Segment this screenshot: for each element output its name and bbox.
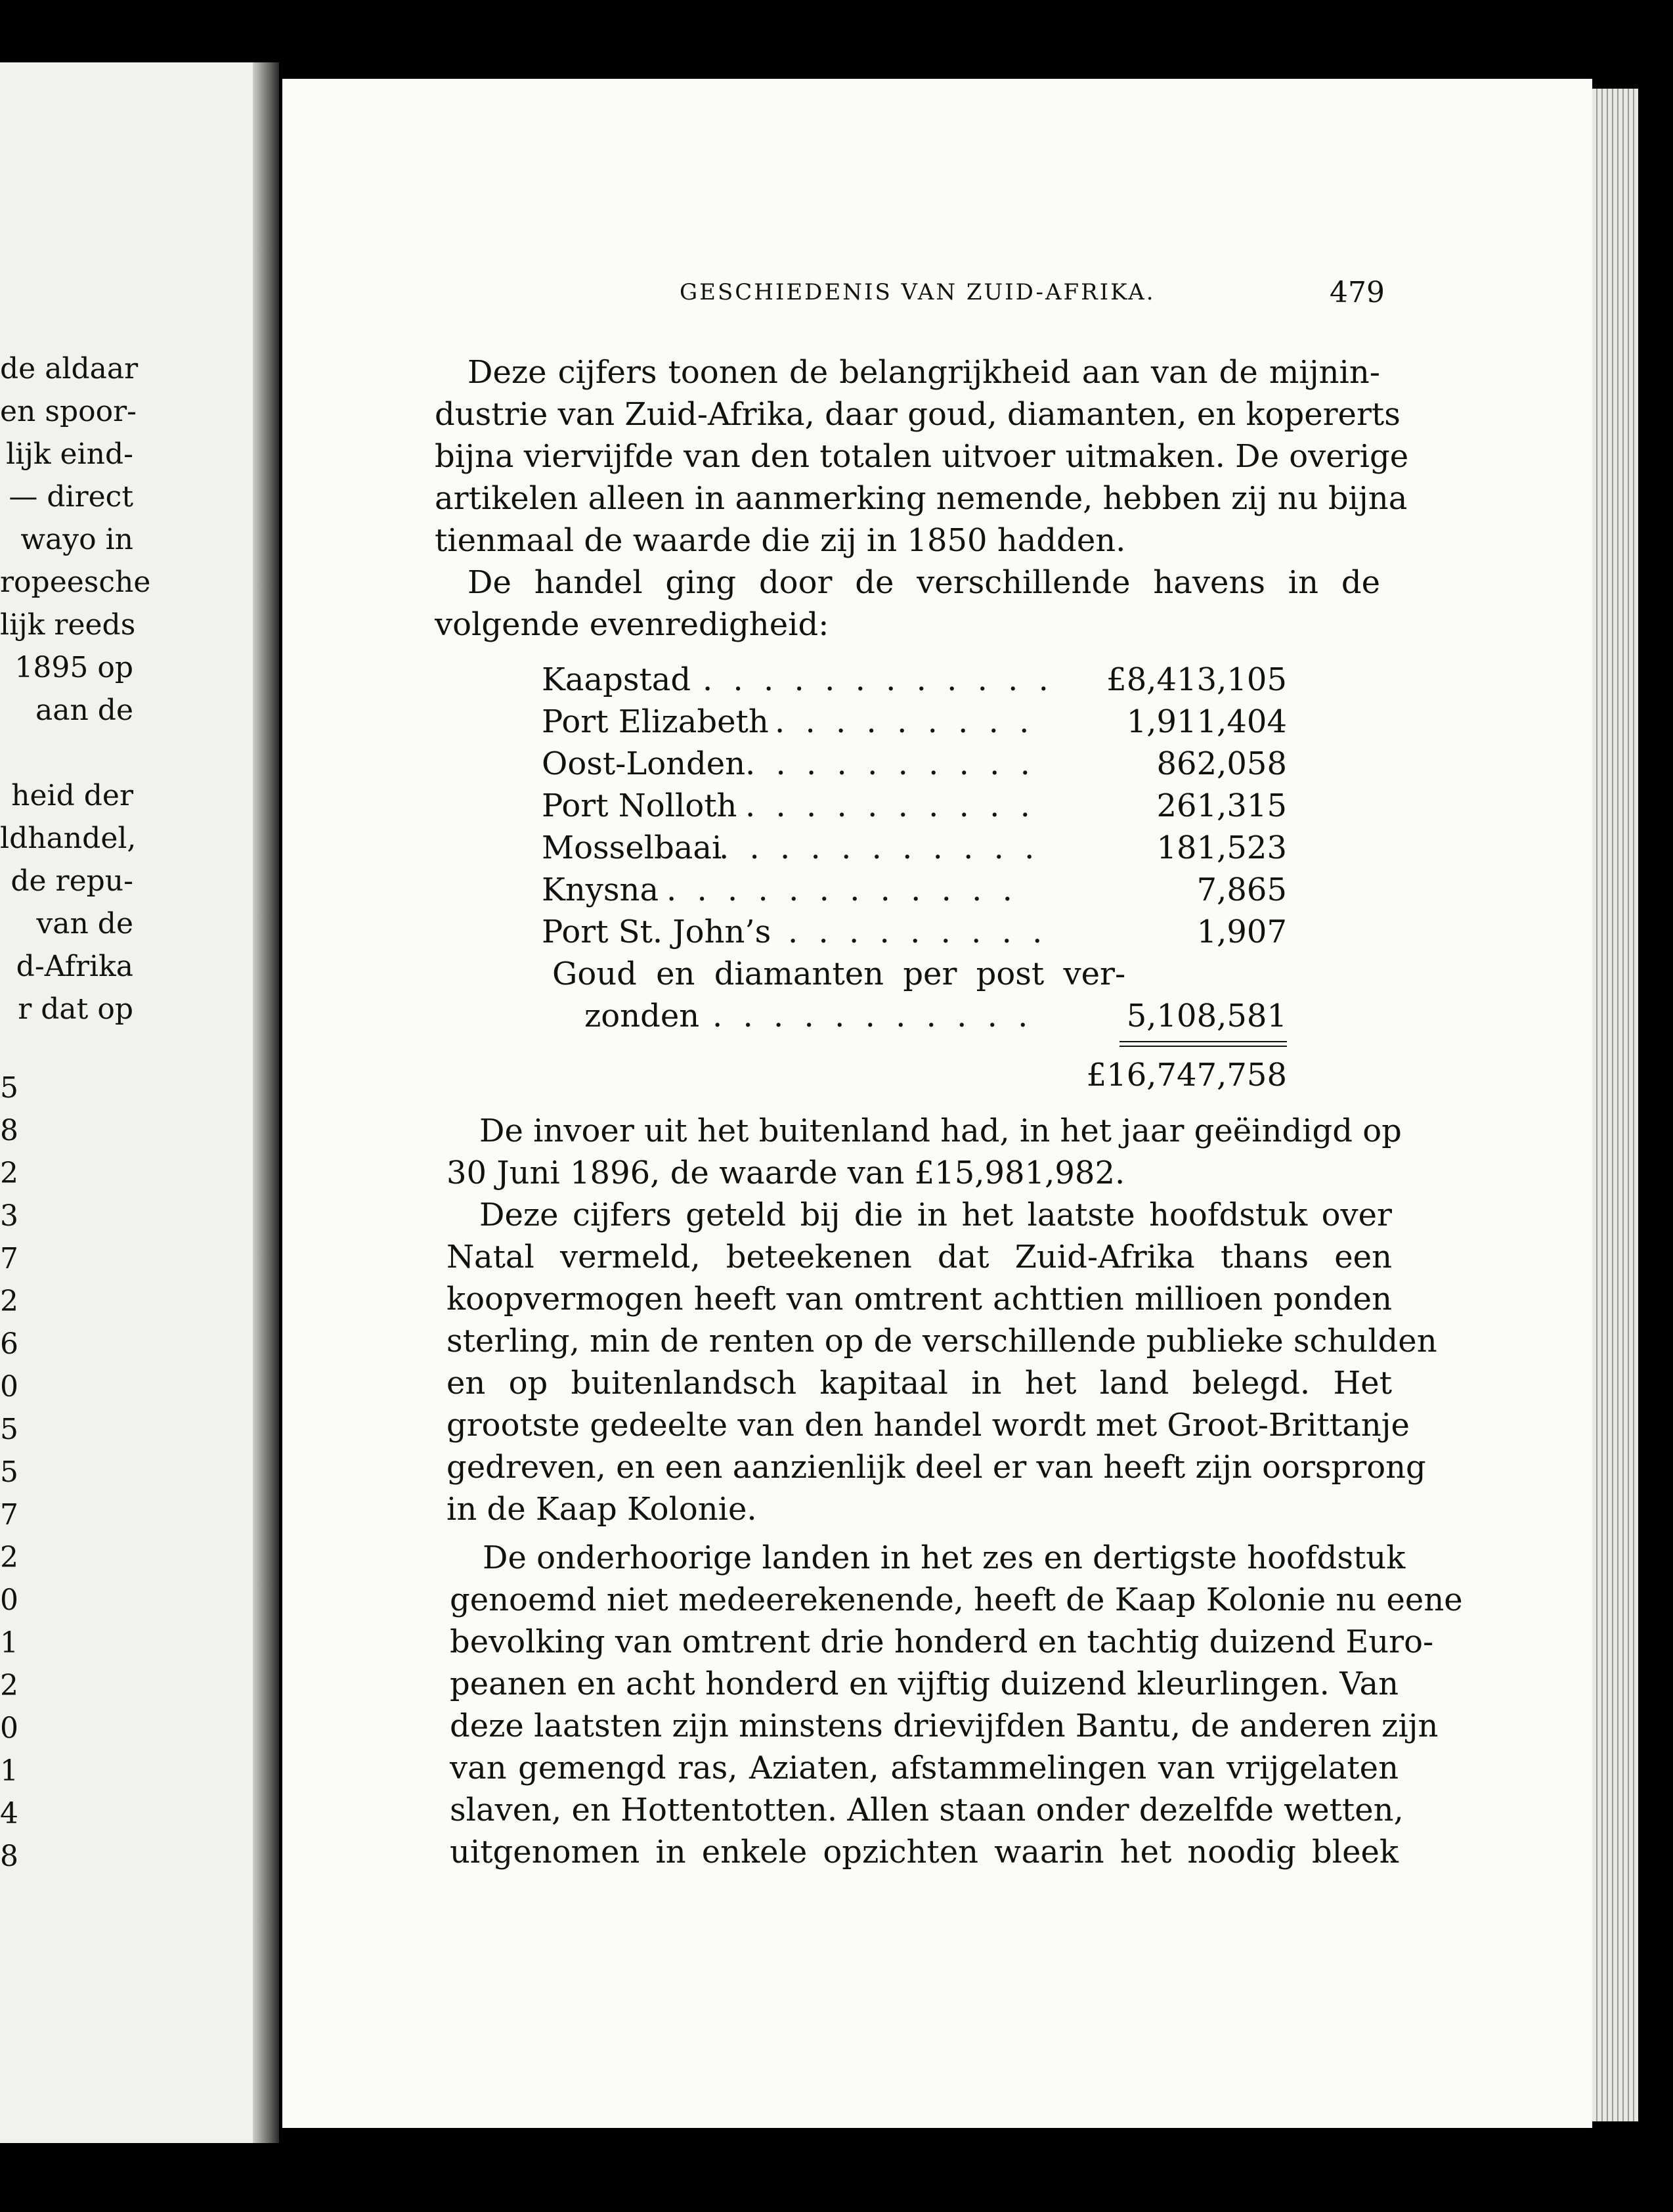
paragraph-line: De onderhoorige landen in het zes en dertigste hoofdstuk: [483, 1539, 1406, 1576]
left-line: r dat op: [18, 992, 133, 1026]
left-line: lijk eind-: [6, 437, 133, 471]
leader-dots: . . . . . . . . . . . .: [666, 872, 1018, 908]
port-name: zonden: [584, 998, 700, 1034]
port-name: Port Nolloth: [542, 787, 737, 824]
left-digit: 5: [0, 1413, 18, 1446]
paragraph-line: genoemd niet medeerekenende, heeft de Kaap Kolonie nu eene: [450, 1582, 1463, 1618]
left-line: en spoor-: [0, 395, 137, 428]
paragraph-line: Deze cijfers toonen de belangrijkheid aan van de mijnin-: [467, 354, 1380, 391]
left-digit: 2: [0, 1157, 18, 1190]
leader-dots: . . . . . . . . .: [775, 703, 1035, 740]
paragraph-line: slaven, en Hottentotten. Allen staan onder dezelfde wetten,: [450, 1792, 1404, 1828]
left-page-fragment: [0, 62, 274, 2143]
port-name: Kaapstad: [542, 661, 691, 698]
paragraph-line: koopvermogen heeft van omtrent achttien millioen ponden: [446, 1281, 1392, 1317]
left-line: wayo in: [20, 523, 133, 556]
left-digit: 2: [0, 1285, 18, 1318]
left-line: van de: [36, 907, 133, 940]
paragraph-line: Natal vermeld, beteekenen dat Zuid-Afrika thans een: [446, 1239, 1392, 1275]
port-name: Goud en diamanten per post ver-: [552, 956, 1126, 992]
leader-dots: . . . . . . . . . . . .: [703, 661, 1054, 698]
port-value: £8,413,105: [1106, 661, 1287, 698]
left-digit: 2: [0, 1669, 18, 1702]
port-name: Port St. John’s: [542, 914, 771, 950]
paragraph-line: De handel ging door de verschillende havens in de: [467, 564, 1380, 601]
left-digit: 0: [0, 1370, 18, 1404]
left-digit: 4: [0, 1797, 18, 1830]
left-digit: 7: [0, 1242, 18, 1275]
port-name: Mosselbaai: [542, 830, 722, 866]
leader-dots: . . . . . . . . . .: [745, 787, 1035, 824]
paragraph-line: bevolking van omtrent drie honderd en tachtig duizend Euro-: [450, 1624, 1434, 1660]
running-header: GESCHIEDENIS VAN ZUID-AFRIKA.: [680, 279, 1156, 305]
left-digit: 0: [0, 1583, 18, 1617]
left-line: lijk reeds: [0, 608, 136, 642]
leader-dots: . . . . . . . . . . .: [719, 830, 1040, 866]
left-line: ldhandel,: [0, 822, 137, 855]
leader-dots: . . . . . . . . . .: [745, 745, 1035, 782]
port-value: 261,315: [1156, 787, 1287, 824]
paragraph-line: gedreven, en een aanzienlijk deel er van heeft zijn oorsprong: [446, 1449, 1426, 1486]
left-digit: 5: [0, 1071, 18, 1105]
port-value: 862,058: [1156, 745, 1287, 782]
port-name: Oost-Londen: [542, 745, 746, 782]
left-digit: 7: [0, 1498, 18, 1532]
left-line: 1895 op: [14, 651, 133, 684]
paragraph-line: en op buitenlandsch kapitaal in het land belegd. Het: [446, 1365, 1392, 1402]
left-digit: 1: [0, 1626, 18, 1660]
leader-dots: . . . . . . . . .: [788, 914, 1048, 950]
paragraph-line: grootste gedeelte van den handel wordt met Groot-Brittanje: [446, 1407, 1410, 1444]
left-digit: 3: [0, 1199, 18, 1233]
left-digit: 0: [0, 1712, 18, 1745]
left-line: ropeesche: [0, 565, 151, 599]
paragraph-line: tienmaal de waarde die zij in 1850 hadden.: [435, 522, 1126, 559]
paragraph-line: bijna viervijfde van den totalen uitvoer uitmaken. De overige: [435, 438, 1409, 475]
left-line: — direct: [9, 480, 133, 514]
paragraph-line: sterling, min de renten op de verschillende publieke schulden: [446, 1323, 1437, 1360]
left-line: heid der: [11, 779, 133, 812]
left-digit: 8: [0, 1840, 18, 1873]
left-digit: 6: [0, 1327, 18, 1361]
sum-rule: [1119, 1041, 1287, 1042]
paragraph-line: in de Kaap Kolonie.: [446, 1491, 757, 1528]
left-digit: 1: [0, 1754, 18, 1788]
sum-rule: [1119, 1046, 1287, 1047]
port-name: Port Elizabeth: [542, 703, 769, 740]
book-gutter: [253, 62, 279, 2143]
paragraph-line: De invoer uit het buitenland had, in het jaar geëindigd op: [479, 1113, 1402, 1149]
paragraph-line: Deze cijfers geteld bij die in het laatste hoofdstuk over: [479, 1197, 1392, 1233]
total-value: £16,747,758: [1086, 1057, 1287, 1094]
paragraph-line: van gemengd ras, Aziaten, afstammelingen van vrijgelaten: [450, 1750, 1399, 1786]
page-edges: [1592, 89, 1638, 2121]
left-digit: 2: [0, 1541, 18, 1574]
paragraph-line: uitgenomen in enkele opzichten waarin het noodig bleek: [450, 1834, 1399, 1870]
port-value: 1,907: [1196, 914, 1287, 950]
left-digit: 5: [0, 1455, 18, 1489]
paragraph-line: deze laatsten zijn minstens drievijfden Bantu, de anderen zijn: [450, 1708, 1439, 1744]
paragraph-line: 30 Juni 1896, de waarde van £15,981,982.: [446, 1155, 1125, 1191]
left-line: de aldaar: [0, 352, 139, 386]
port-value: 1,911,404: [1126, 703, 1287, 740]
paragraph-line: volgende evenredigheid:: [435, 606, 829, 643]
port-value: 7,865: [1196, 872, 1287, 908]
paragraph-line: artikelen alleen in aanmerking nemende, hebben zij nu bijna: [435, 480, 1408, 517]
port-name: Knysna: [542, 872, 659, 908]
left-line: aan de: [35, 694, 133, 727]
paragraph-line: peanen en acht honderd en vijftig duizend kleurlingen. Van: [450, 1666, 1399, 1702]
left-line: de repu-: [11, 864, 133, 898]
left-digit: 8: [0, 1114, 18, 1147]
page-number: 479: [1330, 276, 1385, 309]
left-line: d-Afrika: [16, 950, 133, 983]
port-value: 181,523: [1156, 830, 1287, 866]
paragraph-line: dustrie van Zuid-Afrika, daar goud, diamanten, en kopererts: [435, 396, 1401, 433]
port-value: 5,108,581: [1126, 998, 1287, 1034]
leader-dots: . . . . . . . . . . .: [712, 998, 1033, 1034]
